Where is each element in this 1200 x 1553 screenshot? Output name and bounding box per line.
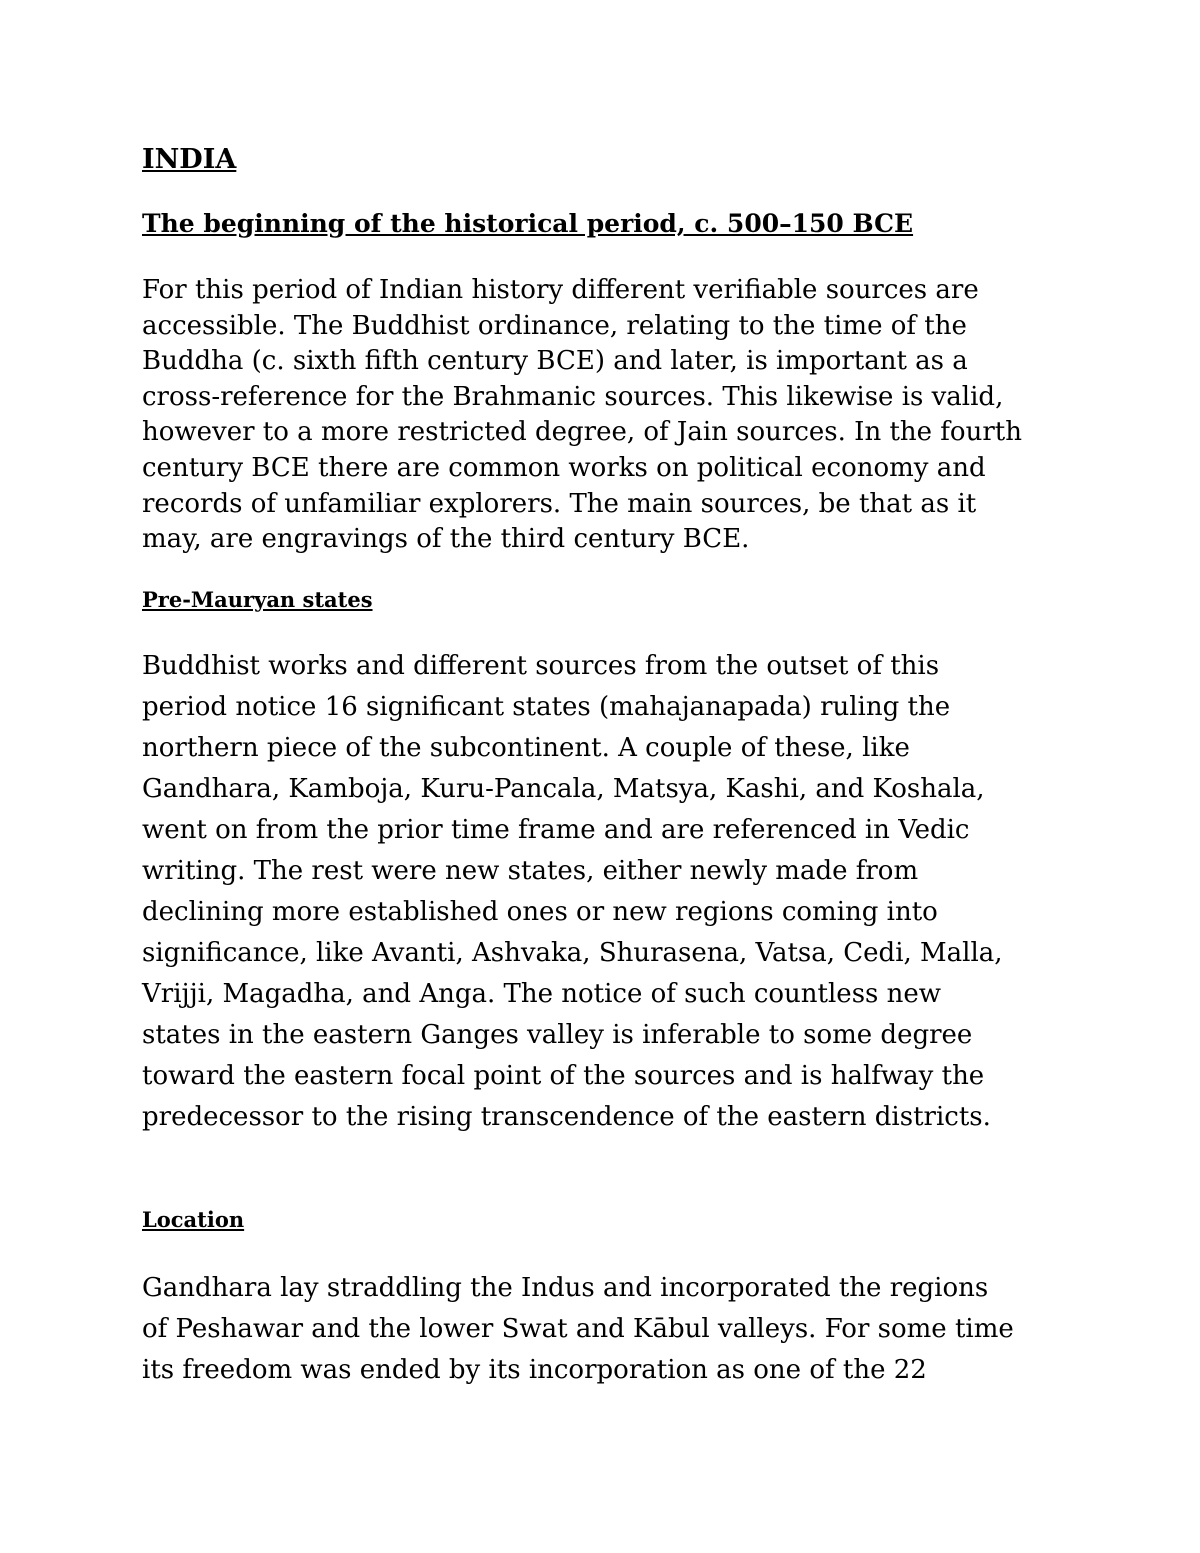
paragraph-line: declining more established ones or new regions coming into: [142, 897, 938, 927]
paragraph-line: its freedom was ended by its incorporation as one of the 22: [142, 1355, 927, 1385]
paragraph-line: significance, like Avanti, Ashvaka, Shurasena, Vatsa, Cedi, Malla,: [142, 938, 1003, 968]
location-paragraph: [142, 1268, 1014, 1391]
paragraph-line: of Peshawar and the lower Swat and Kābul valleys. For some time: [142, 1314, 1014, 1344]
section-heading-location: Location: [142, 1207, 245, 1232]
paragraph-line: states in the eastern Ganges valley is inferable to some degree: [142, 1020, 973, 1050]
paragraph-line: went on from the prior time frame and are referenced in Vedic: [142, 815, 970, 845]
paragraph-line: records of unfamiliar explorers. The main sources, be that as it: [142, 488, 977, 519]
section-heading-pre-mauryan: Pre-Mauryan states: [142, 587, 373, 612]
intro-paragraph: [142, 273, 1022, 558]
paragraph-line: period notice 16 significant states (mahajanapada) ruling the: [142, 692, 951, 722]
paragraph-line: Vrijji, Magadha, and Anga. The notice of such countless new: [142, 979, 942, 1009]
paragraph-line: accessible. The Buddhist ordinance, relating to the time of the: [142, 310, 967, 341]
paragraph-line: Gandhara lay straddling the Indus and incorporated the regions: [142, 1273, 989, 1303]
paragraph-line: Buddhist works and different sources from the outset of this: [142, 651, 940, 681]
paragraph-line: For this period of Indian history different verifiable sources are: [142, 275, 979, 305]
paragraph-line: Gandhara, Kamboja, Kuru-Pancala, Matsya, Kashi, and Koshala,: [142, 774, 985, 804]
paragraph-line: may, are engravings of the third century BCE.: [142, 524, 750, 555]
document-title: INDIA: [142, 144, 237, 175]
paragraph-line: toward the eastern focal point of the sources and is halfway the: [142, 1061, 985, 1091]
paragraph-line: however to a more restricted degree, of Jain sources. In the fourth: [142, 417, 1022, 448]
paragraph-line: century BCE there are common works on political economy and: [142, 452, 986, 483]
paragraph-line: writing. The rest were new states, either newly made from: [142, 856, 919, 886]
document-subtitle: The beginning of the historical period, c. 500–150 BCE: [142, 209, 914, 238]
paragraph-line: cross-reference for the Brahmanic sources. This likewise is valid,: [142, 381, 1004, 412]
paragraph-line: northern piece of the subcontinent. A couple of these, like: [142, 733, 910, 763]
paragraph-line: predecessor to the rising transcendence of the eastern districts.: [142, 1102, 991, 1132]
paragraph-line: Buddha (c. sixth fifth century BCE) and later, is important as a: [142, 346, 968, 377]
pre-mauryan-paragraph: [142, 646, 1003, 1138]
